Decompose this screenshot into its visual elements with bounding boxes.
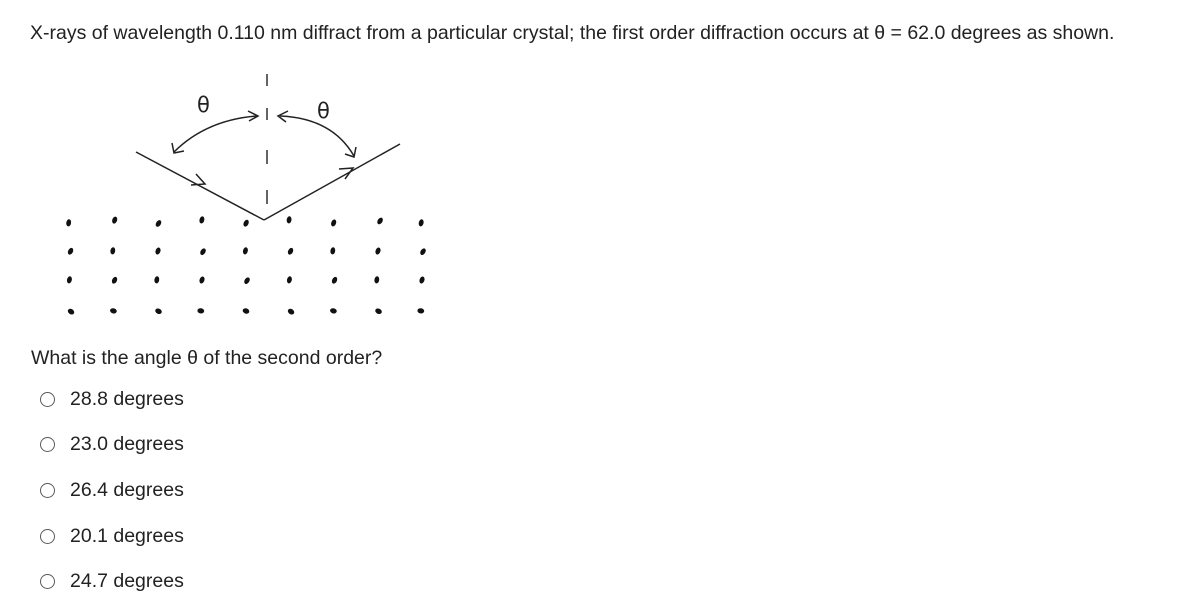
lattice-atom xyxy=(330,219,337,227)
lattice-atom xyxy=(287,247,294,256)
radio-button[interactable] xyxy=(40,574,55,589)
lattice-atom xyxy=(286,216,292,224)
option-label: 26.4 degrees xyxy=(70,478,184,501)
lattice-atom xyxy=(111,216,118,224)
option-label: 20.1 degrees xyxy=(70,524,184,547)
radio-button[interactable] xyxy=(40,483,55,498)
lattice-atom xyxy=(154,307,162,315)
rays xyxy=(136,144,400,220)
radio-button[interactable] xyxy=(40,529,55,544)
crystal-lattice xyxy=(66,216,427,316)
lattice-atom xyxy=(199,216,205,224)
answer-option[interactable] xyxy=(40,521,184,551)
radio-button[interactable] xyxy=(40,392,55,407)
lattice-atom xyxy=(67,308,76,316)
lattice-atom xyxy=(418,219,424,227)
answer-option[interactable] xyxy=(40,429,184,459)
reflected-ray xyxy=(264,144,400,220)
diffraction-diagram xyxy=(40,60,460,340)
lattice-atom xyxy=(110,247,116,255)
right-angle-label: θ xyxy=(317,99,330,123)
lattice-atom xyxy=(199,276,206,284)
lattice-atom xyxy=(330,247,336,255)
option-label: 24.7 degrees xyxy=(70,569,184,592)
option-label: 23.0 degrees xyxy=(70,432,184,455)
lattice-atom xyxy=(111,276,118,285)
question-text: X-rays of wavelength 0.110 nm diffract from a particular crystal; the first order diffraction occurs at θ = 62.0 degrees as shown. xyxy=(30,22,1115,44)
lattice-atom xyxy=(417,308,424,314)
lattice-atom xyxy=(66,276,72,284)
lattice-atom xyxy=(199,247,207,256)
answer-option[interactable] xyxy=(40,566,184,596)
lattice-atom xyxy=(242,247,248,255)
incident-ray xyxy=(136,152,264,220)
lattice-atom xyxy=(286,276,292,284)
lattice-atom xyxy=(154,276,160,284)
question-prompt: What is the angle θ of the second order? xyxy=(31,347,383,369)
lattice-atom xyxy=(67,247,74,256)
radio-button[interactable] xyxy=(40,437,55,452)
lattice-atom xyxy=(243,276,251,285)
lattice-atom xyxy=(242,219,249,228)
lattice-atom xyxy=(197,308,204,314)
answer-option[interactable] xyxy=(40,384,184,414)
answer-option[interactable] xyxy=(40,475,184,505)
right-arc-arrow-end xyxy=(345,147,356,157)
lattice-atom xyxy=(242,307,250,314)
left-angle-arc xyxy=(174,116,257,152)
lattice-atom xyxy=(331,276,338,285)
lattice-atom xyxy=(155,247,162,255)
lattice-atom xyxy=(66,219,72,227)
lattice-atom xyxy=(376,217,384,226)
lattice-atom xyxy=(374,276,380,284)
lattice-atom xyxy=(329,308,337,315)
lattice-atom xyxy=(374,307,382,315)
incident-ray-arrow xyxy=(191,174,205,185)
lattice-atom xyxy=(419,276,426,284)
lattice-atom xyxy=(419,247,427,256)
lattice-atom xyxy=(109,308,117,315)
lattice-atom xyxy=(287,308,296,316)
lattice-atom xyxy=(375,247,382,255)
option-label: 28.8 degrees xyxy=(70,387,184,410)
left-angle-label: θ xyxy=(197,93,210,117)
lattice-atom xyxy=(155,219,163,228)
